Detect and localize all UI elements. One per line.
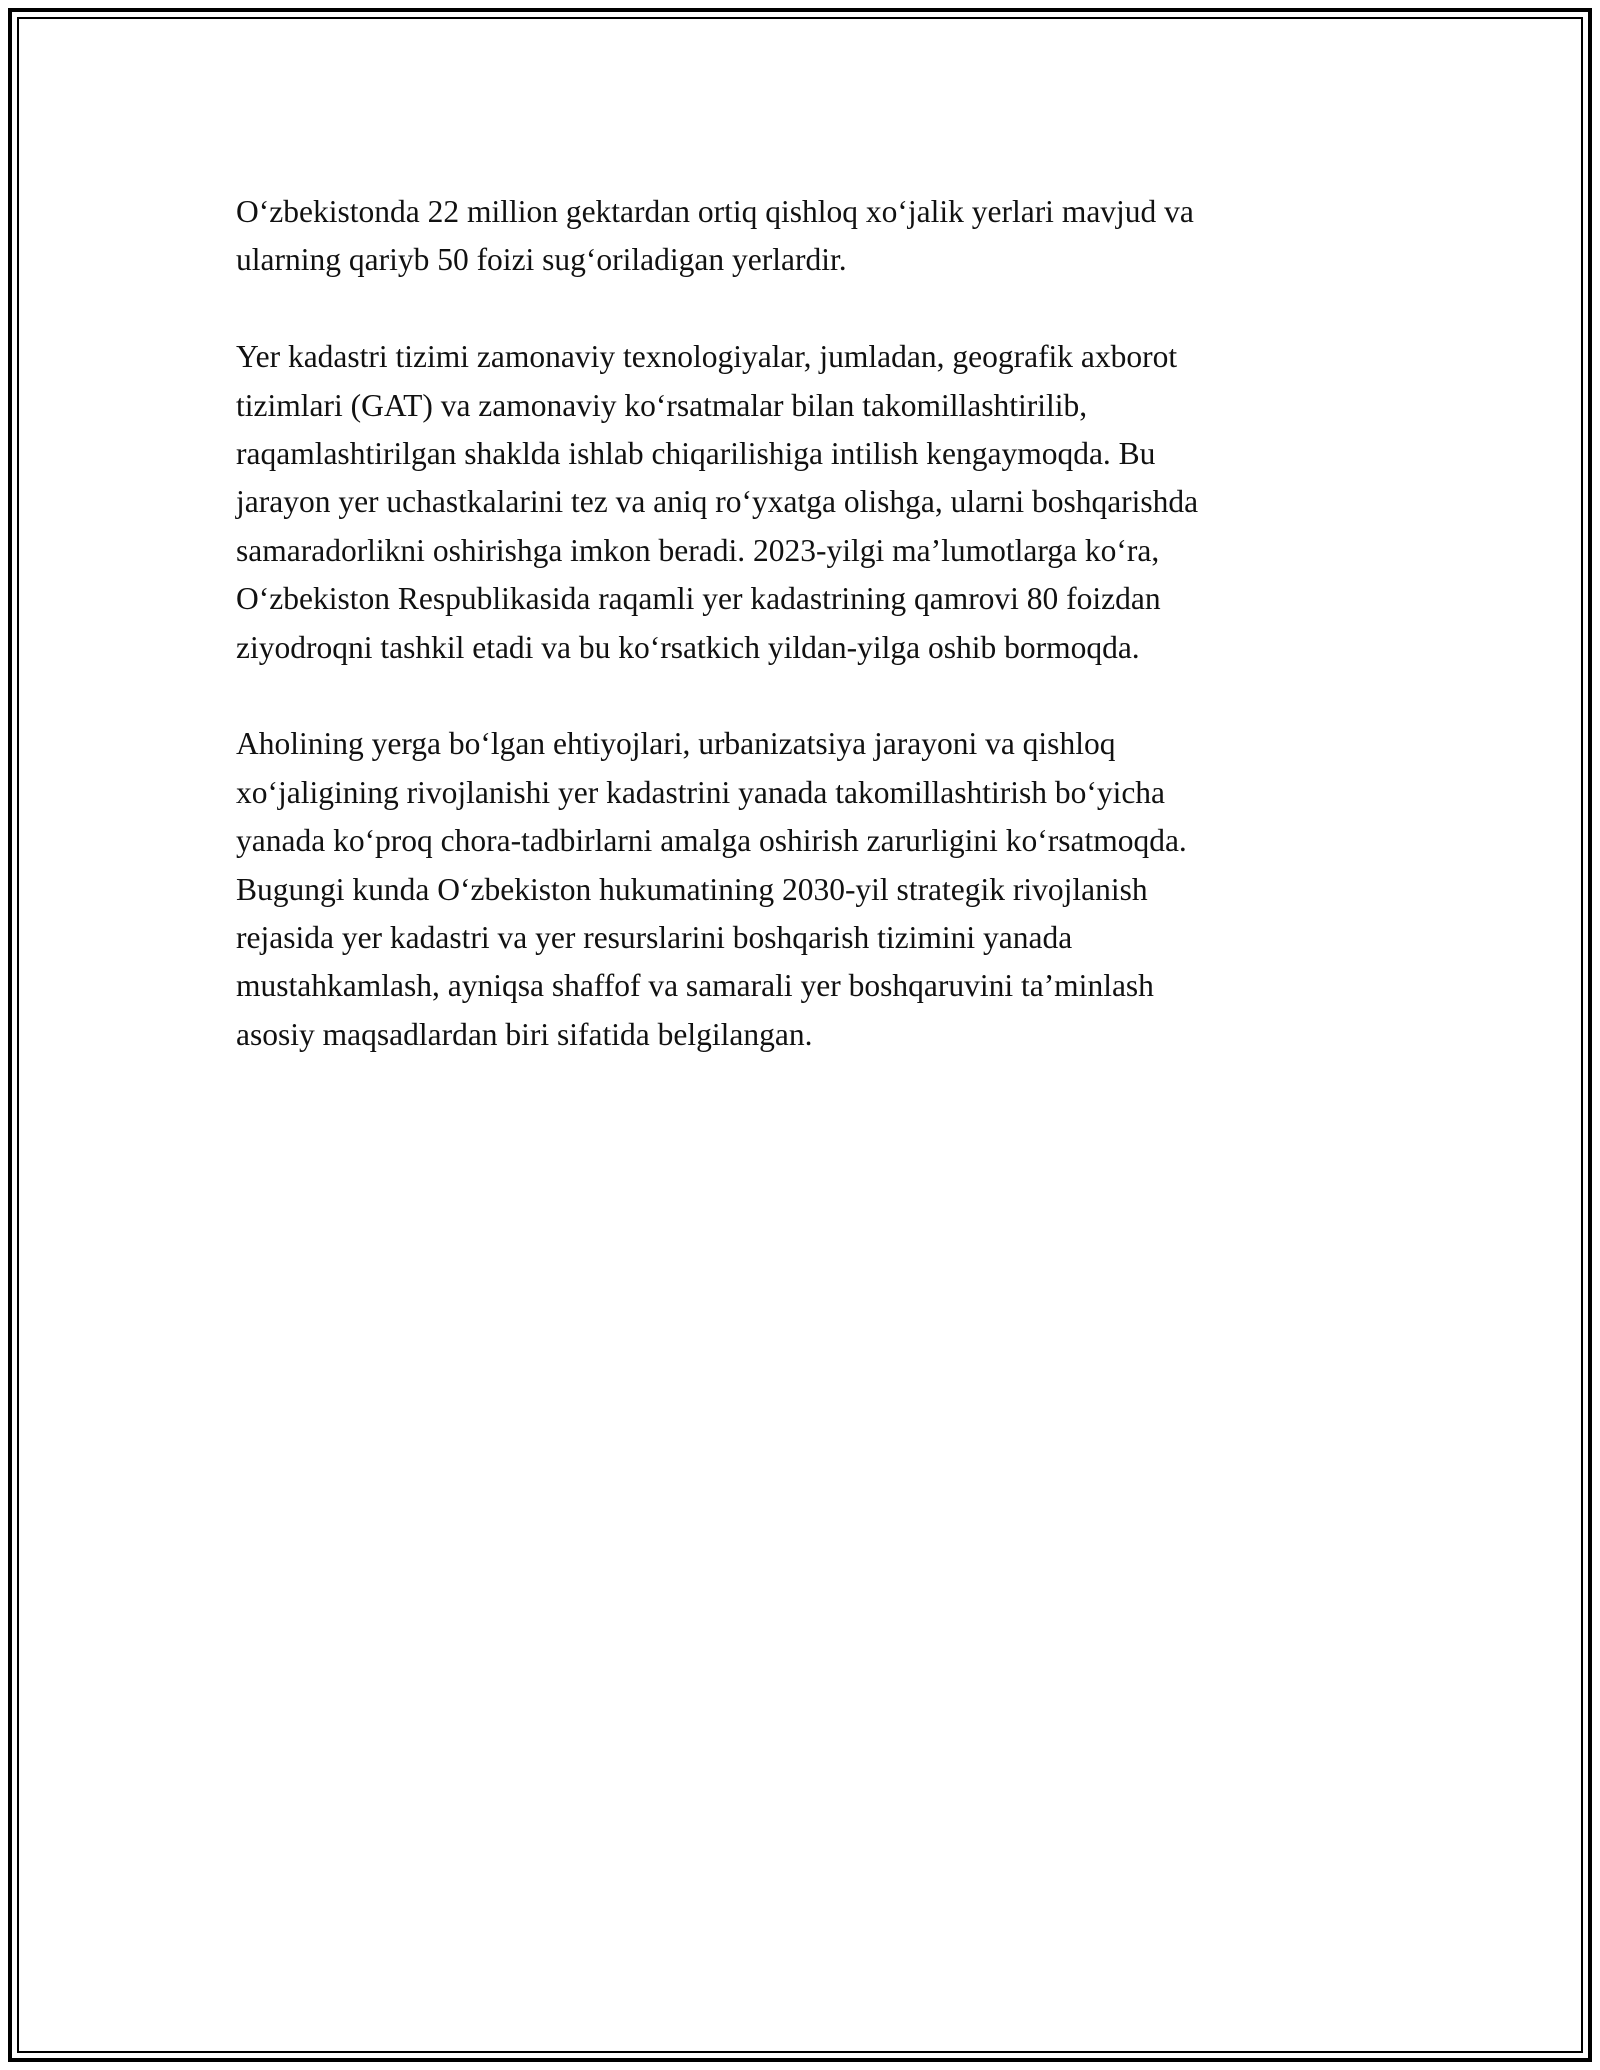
paragraph-2-line-3: raqamlashtirilgan shaklda ishlab chiqarilishiga intilish kengaymoqda. Bu: [236, 436, 1156, 472]
document-body: [236, 188, 1366, 1059]
paragraph-3-line-1: Aholining yerga bo‘lgan ehtiyojlari, urbanizatsiya jarayoni va qishloq: [236, 726, 1116, 762]
paragraph-2-line-1: Yer kadastri tizimi zamonaviy texnologiyalar, jumladan, geografik axborot: [236, 339, 1178, 375]
paragraph-3-line-2: xo‘jaligining rivojlanishi yer kadastrini yanada takomillashtirish bo‘yicha: [236, 774, 1166, 810]
paragraph-1-line-1: O‘zbekistonda 22 million gektardan ortiq qishloq xo‘jalik yerlari mavjud va: [236, 194, 1194, 229]
paragraph-3-line-7: asosiy maqsadlardan biri sifatida belgilangan.: [236, 1016, 813, 1052]
paragraph-2-line-6: O‘zbekiston Respublikasida raqamli yer kadastrining qamrovi 80 foizdan: [236, 581, 1161, 617]
paragraph-2-line-5: samaradorlikni oshirishga imkon beradi. 2023-yilgi ma’lumotlarga ko‘ra,: [236, 532, 1160, 568]
paragraph-2-line-7: ziyodroqni tashkil etadi va bu ko‘rsatkich yildan-yilga oshib bormoqda.: [236, 629, 1140, 665]
paragraph-3: [236, 720, 1366, 1059]
paragraph-3-line-6: mustahkamlash, ayniqsa shaffof va samarali yer boshqaruvini ta’minlash: [236, 968, 1154, 1004]
paragraph-2-line-4: jarayon yer uchastkalarini tez va aniq ro‘yxatga olishga, ularni boshqarishda: [236, 484, 1199, 520]
paragraph-1: [236, 188, 1366, 285]
paragraph-3-line-4: Bugungi kunda O‘zbekiston hukumatining 2030-yil strategik rivojlanish: [236, 871, 1148, 907]
paragraph-1-line-2: ularning qariyb 50 foizi sug‘oriladigan yerlardir.: [236, 242, 847, 278]
paragraph-3-line-3: yanada ko‘proq chora-tadbirlarni amalga oshirish zarurligini ko‘rsatmoqda.: [236, 823, 1187, 859]
paragraph-2-line-2: tizimlari (GAT) va zamonaviy ko‘rsatmalar bilan takomillashtirilib,: [236, 387, 1088, 423]
paragraph-2: [236, 333, 1366, 672]
paragraph-3-line-5: rejasida yer kadastri va yer resurslarini boshqarish tizimini yanada: [236, 920, 1073, 956]
